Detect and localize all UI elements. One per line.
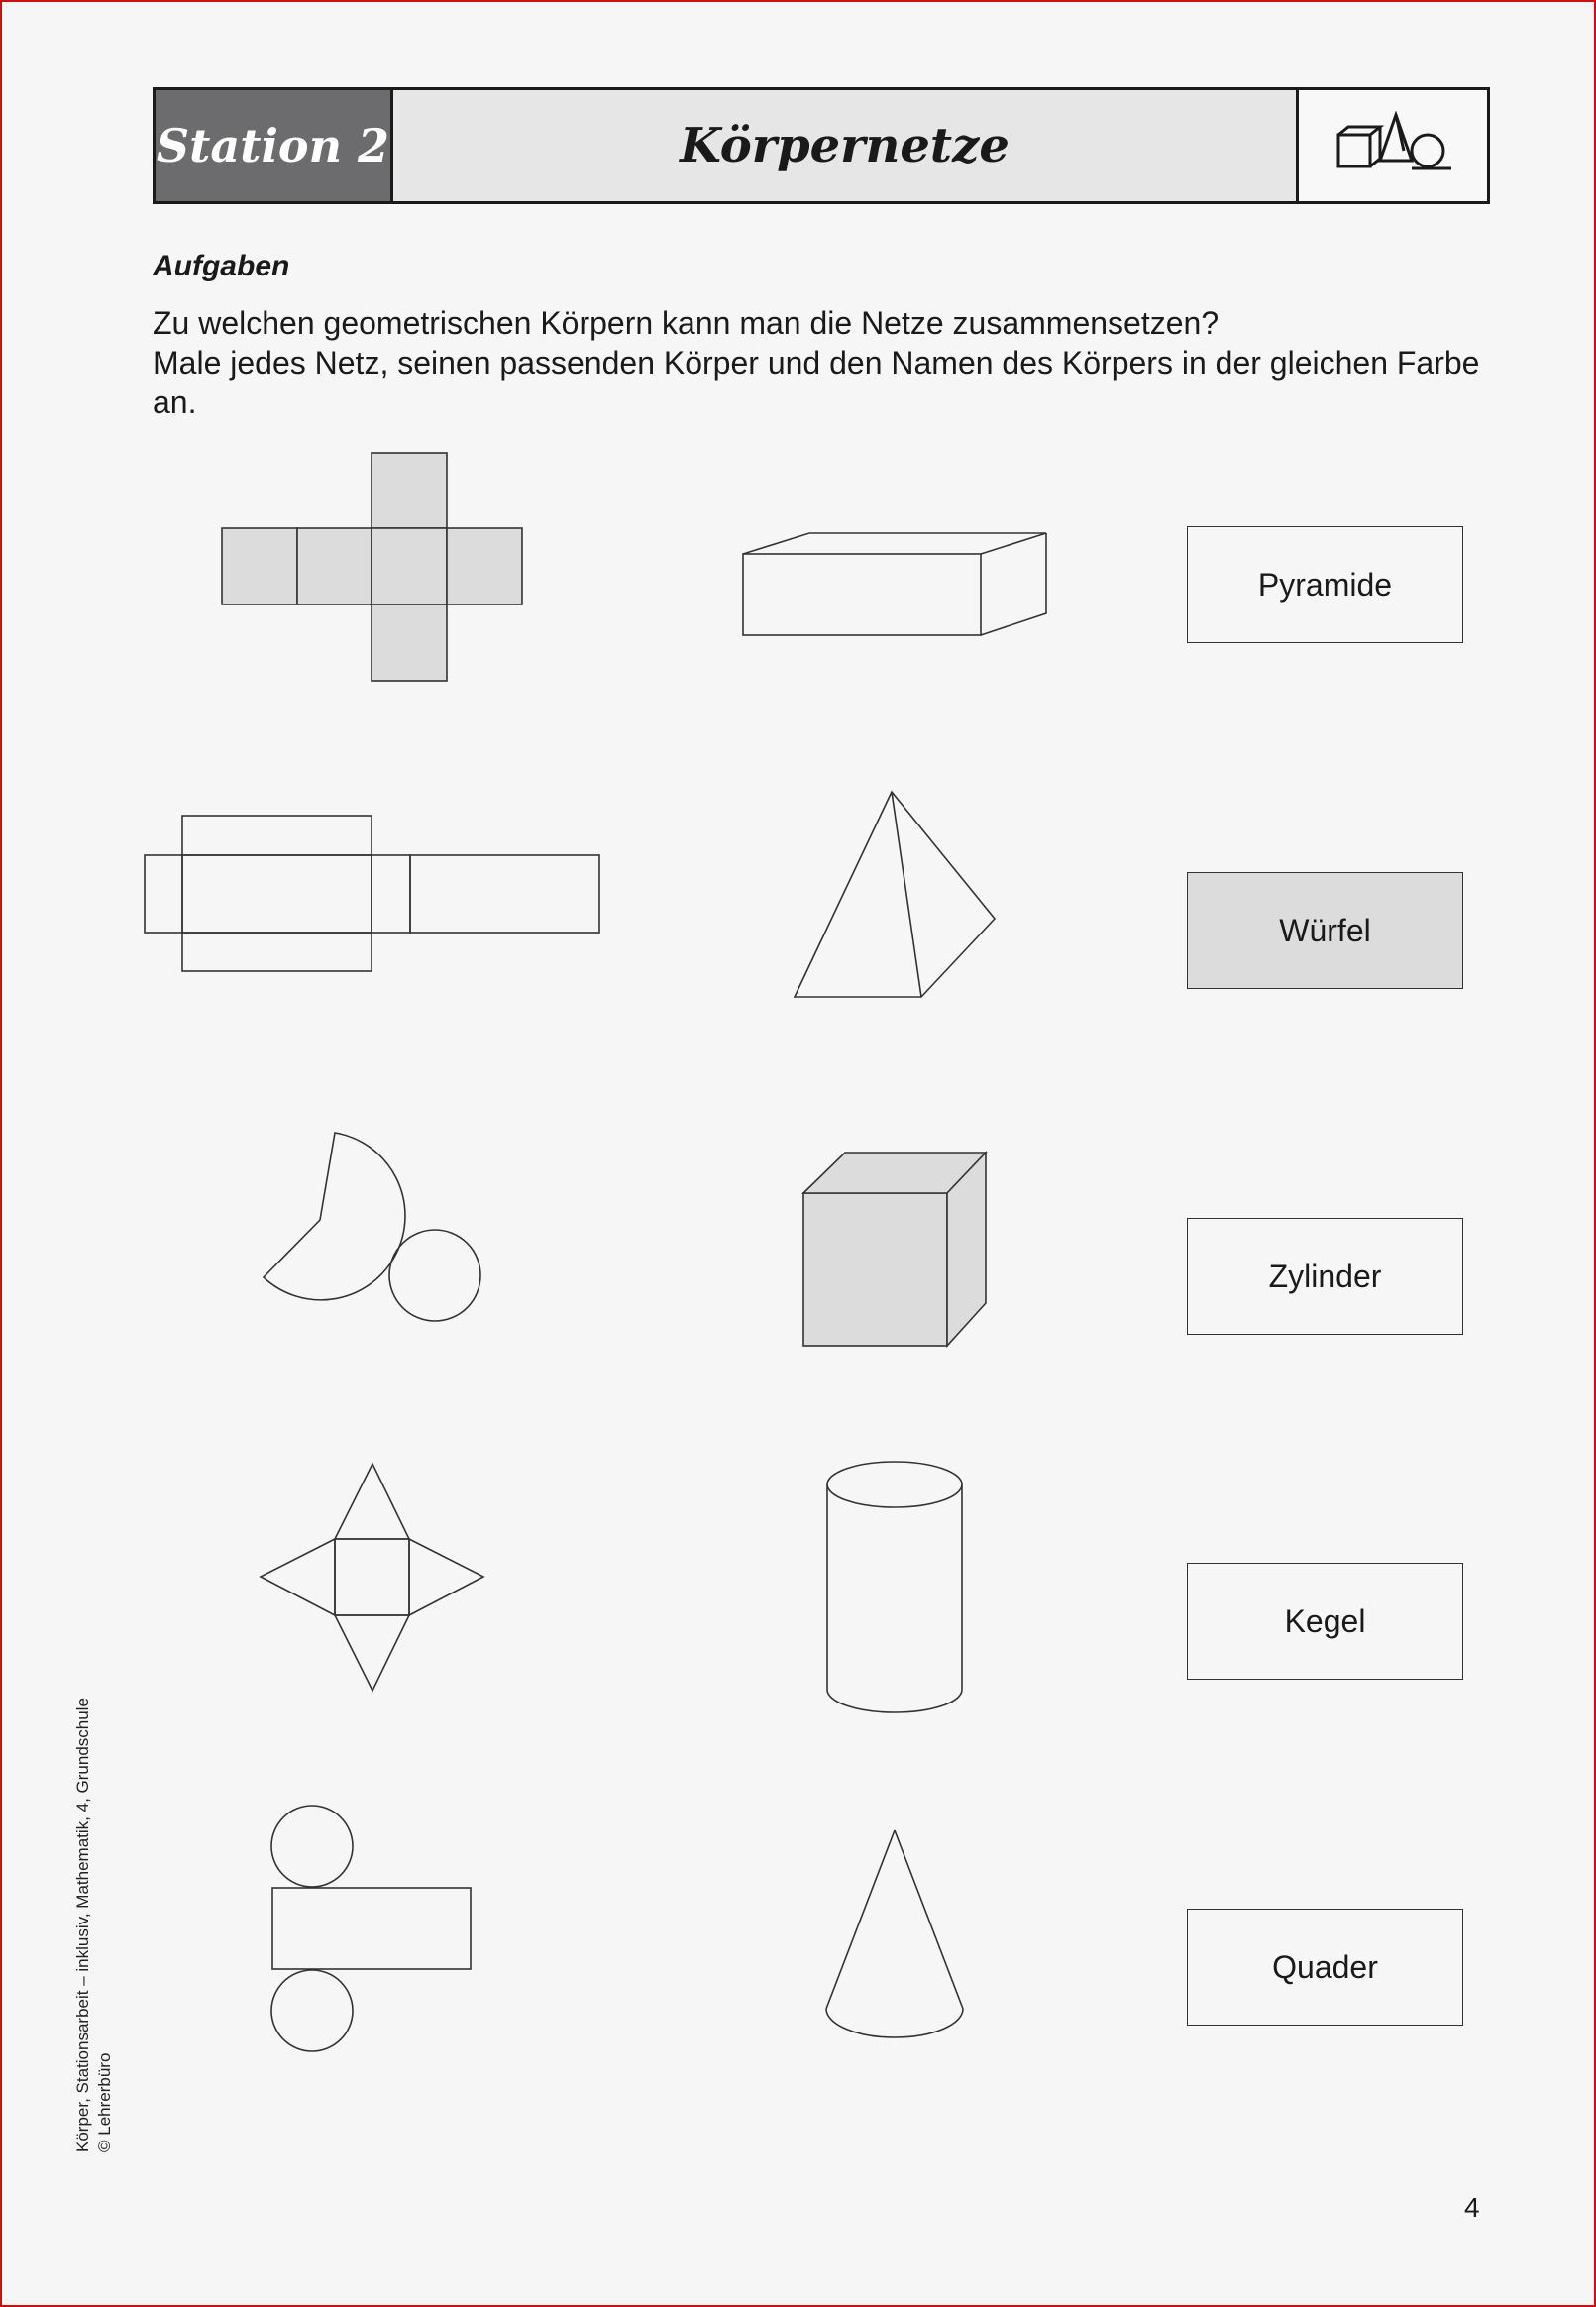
name-box-zylinder: Zylinder	[1187, 1218, 1463, 1335]
cylinder	[827, 1462, 962, 1712]
instruction-line-2: Male jedes Netz, seinen passenden Körper und den Namen des Körpers in der gleichen Farbe an.	[153, 345, 1480, 420]
name-box-wuerfel: Würfel	[1187, 872, 1463, 989]
instruction-line-1: Zu welchen geometrischen Körpern kann man die Netze zusammensetzen?	[153, 305, 1220, 341]
name-box-pyramide: Pyramide	[1187, 526, 1463, 643]
credit-note	[72, 1698, 116, 2152]
page-number: 4	[1464, 2192, 1480, 2223]
credit-line-2: © Lehrerbüro	[95, 2052, 114, 2152]
cone-net	[264, 1133, 480, 1321]
cuboid-net	[145, 816, 599, 971]
cube-net	[222, 453, 522, 681]
name-box-quader: Quader	[1187, 1909, 1463, 2026]
station-label: Station 2	[156, 90, 393, 201]
cube	[803, 1153, 986, 1346]
task-heading: Aufgaben	[153, 250, 290, 282]
cylinder-net	[271, 1806, 471, 2051]
cone	[826, 1830, 963, 2037]
name-box-kegel: Kegel	[1187, 1563, 1463, 1680]
page-title: Körpernetze	[393, 90, 1296, 201]
pyramid-net	[261, 1464, 483, 1691]
pyramid	[795, 792, 995, 997]
cuboid	[743, 533, 1046, 635]
credit-line-1: Körper, Stationsarbeit – inklusiv, Mathematik, 4, Grundschule	[73, 1698, 92, 2152]
